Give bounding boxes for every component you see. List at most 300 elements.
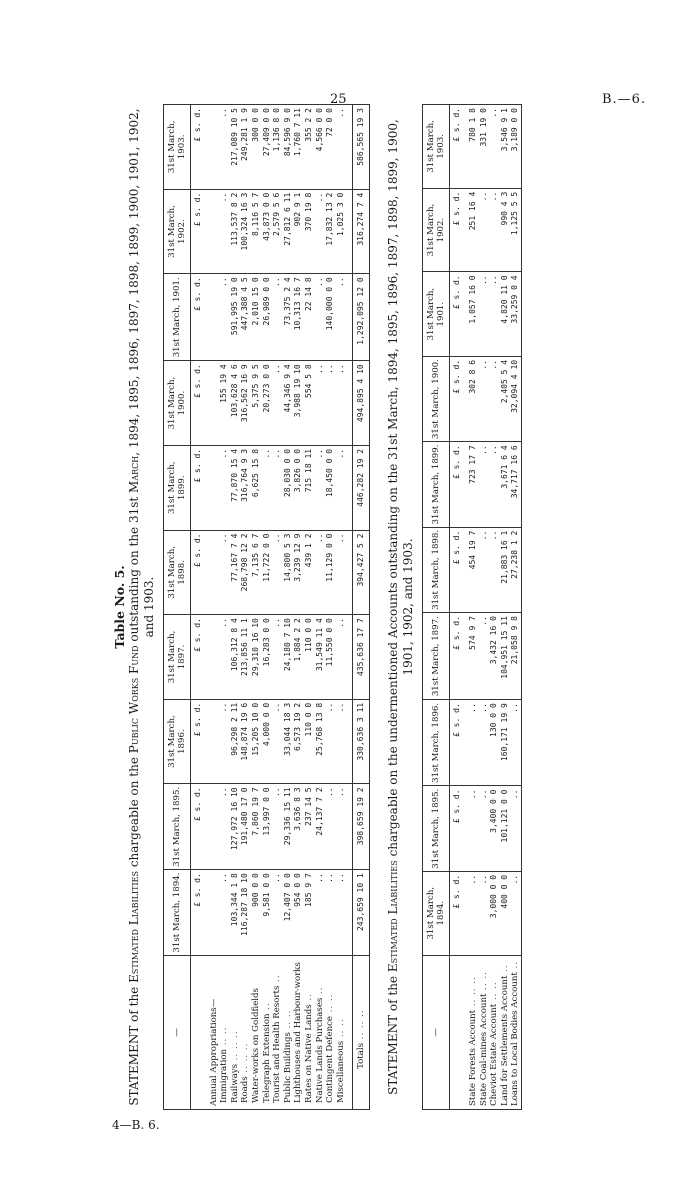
column-header: 31st March, 1901.: [423, 272, 450, 357]
units-row: [191, 105, 206, 1110]
table-row: [336, 105, 347, 1110]
units-cell: £ s. d.: [191, 699, 206, 784]
row-label: [510, 955, 521, 1109]
value-cell: ..: [479, 613, 490, 700]
value-cell: 3,546 9 1: [500, 105, 511, 189]
value-cell: ..: [325, 870, 336, 956]
column-header: 31st March, 1903.: [423, 105, 450, 189]
table2-caption: [386, 102, 416, 1112]
column-header: 31st March, 1895.: [164, 784, 191, 870]
value-cell: 21,883 16 1: [500, 527, 511, 612]
empty-cell: [206, 361, 220, 446]
table1-label: Table No. 5.: [112, 565, 127, 649]
leader-dots: ..: [499, 964, 510, 976]
value-cell: ..: [479, 356, 490, 441]
value-cell: 2,010 15 0: [251, 274, 262, 361]
column-header: 31st March, 1902.: [164, 189, 191, 274]
value-cell: 130 0 0: [489, 700, 500, 786]
table-row: [304, 105, 315, 1110]
row-label-text: Telegraph Extension: [261, 1013, 272, 1103]
column-header: 31st March, 1896.: [164, 699, 191, 784]
value-cell: 9,581 0 0: [262, 870, 273, 956]
row-label: [240, 956, 251, 1110]
value-cell: 27,812 6 11: [283, 189, 294, 274]
value-cell: 103,628 4 6: [230, 361, 241, 446]
table-row: [219, 105, 230, 1110]
value-cell: ..: [336, 361, 347, 446]
value-cell: 21,058 9 8: [510, 613, 521, 700]
value-cell: 96,298 2 11: [230, 699, 241, 784]
value-cell: 17,832 13 2: [325, 189, 336, 274]
value-cell: ..: [336, 105, 347, 190]
column-header: 31st March, 1894.: [423, 871, 450, 955]
value-cell: 31,549 11 4: [315, 615, 326, 700]
totals-label: [352, 956, 370, 1110]
value-cell: 3,432 16 0: [489, 613, 500, 700]
caption-part: , 1894, 1895, 1896, 1897, 1898, 1899, 1900, 1901, 1902, and 1903.: [127, 108, 156, 638]
value-cell: ..: [325, 699, 336, 784]
leader-dots: .. .. ..: [468, 976, 478, 1010]
value-cell: 43,873 0 0: [262, 189, 273, 274]
units-cell: £ s. d.: [450, 786, 465, 871]
table-row: [315, 105, 326, 1110]
table-row: [325, 105, 336, 1110]
value-cell: ..: [489, 442, 500, 527]
value-cell: 27,409 0 0: [262, 105, 273, 190]
value-cell: 6,625 15 8: [251, 445, 262, 530]
value-cell: 7,860 19 7: [251, 784, 262, 870]
value-cell: 316,764 9 3: [240, 445, 251, 530]
units-cell: £ s. d.: [191, 870, 206, 956]
column-header: 31st March, 1900.: [164, 361, 191, 446]
value-cell: ..: [489, 188, 500, 272]
value-cell: 300 0 0: [251, 105, 262, 190]
table-row: [500, 105, 511, 1110]
value-cell: 302 8 6: [465, 356, 479, 441]
value-cell: ..: [219, 445, 230, 530]
column-header: 31st March, 1897.: [164, 615, 191, 700]
table-row: [272, 105, 283, 1110]
table-row: [293, 105, 304, 1110]
units-cell: £ s. d.: [450, 700, 465, 786]
value-cell: ..: [489, 105, 500, 189]
page-footer: 4—B. 6.: [112, 1118, 160, 1132]
units-cell: £ s. d.: [450, 527, 465, 612]
value-cell: 715 18 11: [304, 445, 315, 530]
value-cell: 103,344 1 8: [230, 870, 241, 956]
table-row: [465, 105, 479, 1110]
value-cell: 84,596 9 0: [283, 105, 294, 190]
row-label-text: Native Lands Purchases: [314, 997, 325, 1103]
value-cell: 29,310 16 10: [251, 615, 262, 700]
value-cell: 2,579 5 6: [272, 189, 283, 274]
value-cell: 3,826 0 0: [293, 445, 304, 530]
totals-label-text: Totals: [355, 1043, 366, 1069]
value-cell: 3,400 0 0: [489, 786, 500, 871]
value-cell: ..: [336, 530, 347, 615]
table-row: [240, 105, 251, 1110]
column-header: 31st March, 1901.: [164, 274, 191, 361]
value-cell: ..: [219, 870, 230, 956]
caption-part: STATEMENT of the: [127, 982, 141, 1106]
leader-dots: .. .. ..: [240, 1042, 251, 1077]
value-cell: ..: [219, 274, 230, 361]
value-cell: 110 0 0: [304, 615, 315, 700]
corner-header: —: [423, 955, 450, 1109]
row-label: [251, 956, 262, 1110]
caption-part: Public Works Fund: [127, 645, 141, 754]
value-cell: 439 1 2: [304, 530, 315, 615]
row-label-text: Land for Settlements Account: [499, 975, 510, 1106]
row-label: [272, 956, 283, 1110]
value-cell: 22 14 8: [304, 274, 315, 361]
value-cell: 18,450 0 0: [325, 445, 336, 530]
value-cell: ..: [219, 615, 230, 700]
empty-cell: [206, 530, 220, 615]
value-cell: ..: [315, 274, 326, 361]
column-header: 31st March, 1899.: [164, 445, 191, 530]
value-cell: 11,722 0 0: [262, 530, 273, 615]
caption-part: chargeable on the: [127, 753, 141, 871]
caption-part: chargeable on the undermentioned Accounts outstanding on the 31st March, 1894, 1895, 1896, 1897, 1898, 1899, 1900, 1901, 1902, and 1903.: [386, 119, 416, 861]
row-label: [293, 956, 304, 1110]
column-header: 31st March, 1903.: [164, 105, 191, 190]
value-cell: ..: [272, 530, 283, 615]
row-label: [219, 956, 230, 1110]
empty-cell: [206, 105, 220, 190]
row-label-text: Tourist and Health Resorts: [272, 985, 283, 1103]
value-cell: 6,573 19 2: [293, 699, 304, 784]
value-cell: ..: [272, 870, 283, 956]
table-row: [510, 105, 521, 1110]
rotated-content: [112, 102, 692, 1112]
value-cell: 1,760 7 11: [293, 105, 304, 190]
value-cell: 44,346 9 4: [283, 361, 294, 446]
value-cell: 27,238 1 2: [510, 527, 521, 612]
value-cell: 110 0 0: [304, 699, 315, 784]
value-cell: ..: [479, 188, 490, 272]
table-row: [479, 105, 490, 1110]
total-cell: 435,636 17 7: [352, 615, 370, 700]
units-blank: [450, 955, 465, 1109]
value-cell: ..: [465, 786, 479, 871]
empty-cell: [206, 445, 220, 530]
empty-cell: [206, 189, 220, 274]
value-cell: ..: [479, 527, 490, 612]
leader-dots: .. ..: [478, 971, 489, 994]
value-cell: 77,167 7 4: [230, 530, 241, 615]
value-cell: ..: [510, 786, 521, 871]
value-cell: 101,121 0 0: [500, 786, 511, 871]
leader-dots: ..: [261, 1002, 272, 1014]
value-cell: 3,988 19 10: [293, 361, 304, 446]
units-cell: £ s. d.: [191, 445, 206, 530]
row-label-text: Public Buildings: [282, 1032, 293, 1103]
public-works-liabilities-table: [163, 104, 370, 1110]
total-cell: 494,895 4 10: [352, 361, 370, 446]
value-cell: 11,550 0 0: [325, 615, 336, 700]
total-cell: 1,292,095 12 0: [352, 274, 370, 361]
row-label-text: Roads: [240, 1076, 251, 1103]
value-cell: ..: [272, 615, 283, 700]
value-cell: ..: [336, 699, 347, 784]
value-cell: 2,405 5 4: [500, 356, 511, 441]
units-cell: £ s. d.: [450, 272, 465, 357]
value-cell: ..: [489, 272, 500, 357]
value-cell: 155 19 4: [219, 361, 230, 446]
units-cell: £ s. d.: [450, 871, 465, 955]
row-label: [479, 955, 490, 1109]
value-cell: 780 1 8: [465, 105, 479, 189]
row-label-text: Cheviot Estate Account: [489, 1003, 500, 1106]
column-header: 31st March, 1898.: [423, 527, 450, 612]
value-cell: 26,989 0 0: [262, 274, 273, 361]
value-cell: ..: [315, 361, 326, 446]
empty-cell: [206, 274, 220, 361]
leader-dots: .. ..: [489, 981, 500, 1004]
row-label: [315, 956, 326, 1110]
table1-caption: [112, 102, 157, 1112]
value-cell: 1,136 8 0: [272, 105, 283, 190]
total-cell: 398,659 19 2: [352, 784, 370, 870]
units-cell: £ s. d.: [191, 105, 206, 190]
value-cell: ..: [489, 527, 500, 612]
leader-dots: ..: [510, 960, 521, 973]
row-label: [325, 956, 336, 1110]
value-cell: 4,820 11 0: [500, 272, 511, 357]
value-cell: 574 9 7: [465, 613, 479, 700]
row-label-text: State Forests Account: [468, 1009, 478, 1106]
value-cell: ..: [325, 361, 336, 446]
total-cell: 316,274 7 4: [352, 189, 370, 274]
value-cell: ..: [479, 442, 490, 527]
row-label-text: Rates on Native Lands: [303, 1004, 314, 1103]
column-header: 31st March, 1897.: [423, 613, 450, 700]
value-cell: 213,856 11 1: [240, 615, 251, 700]
table-row: [262, 105, 273, 1110]
value-cell: ..: [219, 699, 230, 784]
value-cell: ..: [336, 445, 347, 530]
value-cell: 3,636 8 3: [293, 784, 304, 870]
caption-part: outstanding on the 31st: [127, 492, 141, 646]
value-cell: 251 16 4: [465, 188, 479, 272]
value-cell: 370 19 8: [304, 189, 315, 274]
row-label-text: Railways: [229, 1063, 240, 1103]
total-cell: 394,427 5 2: [352, 530, 370, 615]
header-row: [164, 105, 191, 1110]
page-number: 25: [330, 92, 347, 107]
corner-header: —: [164, 956, 191, 1110]
section-heading: Annual Appropriations—: [206, 956, 220, 1110]
value-cell: ..: [336, 615, 347, 700]
units-cell: £ s. d.: [450, 442, 465, 527]
value-cell: 32,094 4 10: [510, 356, 521, 441]
units-cell: £ s. d.: [450, 356, 465, 441]
row-label-text: Contingent Defence: [325, 1015, 336, 1103]
totals-row: [352, 105, 370, 1110]
value-cell: ..: [315, 870, 326, 956]
table-row: [251, 105, 262, 1110]
value-cell: 34,717 16 6: [510, 442, 521, 527]
value-cell: 72 0 0: [325, 105, 336, 190]
value-cell: 148,874 19 6: [240, 699, 251, 784]
units-cell: £ s. d.: [450, 613, 465, 700]
row-label-text: Lighthouses and Harbour-works: [293, 962, 304, 1103]
value-cell: 990 4 3: [500, 188, 511, 272]
value-cell: 104,951 15 11: [500, 613, 511, 700]
value-cell: 5,375 9 5: [251, 361, 262, 446]
value-cell: ..: [262, 445, 273, 530]
table-row: [489, 105, 500, 1110]
value-cell: 20,273 0 0: [262, 361, 273, 446]
value-cell: ..: [336, 274, 347, 361]
empty-cell: [206, 699, 220, 784]
units-cell: £ s. d.: [191, 784, 206, 870]
value-cell: ..: [479, 272, 490, 357]
units-cell: £ s. d.: [450, 105, 465, 189]
leader-dots: .. ..: [219, 1026, 230, 1049]
value-cell: ..: [219, 189, 230, 274]
value-cell: 116,287 18 10: [240, 870, 251, 956]
value-cell: ..: [315, 530, 326, 615]
value-cell: 160,171 19 9: [500, 700, 511, 786]
leader-dots: .. ..: [335, 1018, 346, 1041]
table-row: [230, 105, 241, 1110]
value-cell: 237 14 5: [304, 784, 315, 870]
units-cell: £ s. d.: [191, 274, 206, 361]
value-cell: 106,312 8 4: [230, 615, 241, 700]
value-cell: 8,116 5 7: [251, 189, 262, 274]
column-header: 31st March, 1900.: [423, 356, 450, 441]
value-cell: ..: [465, 871, 479, 955]
value-cell: 16,283 0 0: [262, 615, 273, 700]
caption-part: Estimated Liabilities: [127, 871, 141, 983]
value-cell: 14,800 5 3: [283, 530, 294, 615]
value-cell: 185 9 7: [304, 870, 315, 956]
value-cell: ..: [219, 784, 230, 870]
value-cell: 355 2 2: [304, 105, 315, 190]
value-cell: 33,044 18 3: [283, 699, 294, 784]
leader-dots: .. .. ..: [355, 1009, 366, 1044]
caption-part: Estimated Liabilities: [386, 860, 401, 973]
units-cell: £ s. d.: [191, 530, 206, 615]
value-cell: 24,180 7 10: [283, 615, 294, 700]
column-header: 31st March, 1902.: [423, 188, 450, 272]
row-label: [489, 955, 500, 1109]
total-cell: 586,565 19 3: [352, 105, 370, 190]
value-cell: 25,768 13 8: [315, 699, 326, 784]
value-cell: ..: [465, 700, 479, 786]
column-header: 31st March, 1899.: [423, 442, 450, 527]
value-cell: 15,205 10 0: [251, 699, 262, 784]
value-cell: 13,997 0 0: [262, 784, 273, 870]
leader-dots: .. ..: [282, 1009, 293, 1033]
value-cell: 113,537 8 2: [230, 189, 241, 274]
value-cell: 10,313 16 7: [293, 274, 304, 361]
table1-caption-text: [127, 102, 157, 1112]
value-cell: 591,995 19 0: [230, 274, 241, 361]
row-label-text: Miscellaneous: [335, 1040, 346, 1103]
value-cell: ..: [219, 105, 230, 190]
value-cell: 4,000 0 0: [262, 699, 273, 784]
value-cell: 100,324 16 3: [240, 189, 251, 274]
value-cell: 268,798 12 2: [240, 530, 251, 615]
value-cell: 3,239 12 9: [293, 530, 304, 615]
value-cell: 249,281 1 9: [240, 105, 251, 190]
value-cell: 316,562 16 9: [240, 361, 251, 446]
units-cell: £ s. d.: [191, 615, 206, 700]
row-label: [304, 956, 315, 1110]
row-label-text: Immigration: [219, 1048, 230, 1103]
units-blank: [191, 956, 206, 1110]
units-cell: £ s. d.: [450, 188, 465, 272]
value-cell: ..: [489, 356, 500, 441]
value-cell: ..: [479, 700, 490, 786]
leader-dots: .. ..: [325, 993, 336, 1016]
value-cell: 1,125 5 5: [510, 188, 521, 272]
value-cell: 140,000 0 0: [325, 274, 336, 361]
total-cell: 330,636 3 11: [352, 699, 370, 784]
row-label-text: Loans to Local Bodies Account: [510, 972, 521, 1106]
value-cell: 217,089 10 5: [230, 105, 241, 190]
value-cell: 73,375 2 4: [283, 274, 294, 361]
header-row: [423, 105, 450, 1110]
row-label-text: State Coal-mines Account: [478, 993, 489, 1106]
units-row: [450, 105, 465, 1110]
value-cell: ..: [315, 445, 326, 530]
value-cell: ..: [272, 274, 283, 361]
value-cell: ..: [272, 699, 283, 784]
value-cell: ..: [479, 786, 490, 871]
value-cell: 400 0 0: [500, 871, 511, 955]
value-cell: ..: [479, 871, 490, 955]
value-cell: 900 0 0: [251, 870, 262, 956]
value-cell: ..: [272, 445, 283, 530]
column-header: 31st March, 1895.: [423, 786, 450, 871]
row-label-text: Water-works on Goldfields: [250, 988, 261, 1103]
value-cell: ..: [510, 871, 521, 955]
value-cell: ..: [219, 530, 230, 615]
row-label: [262, 956, 273, 1110]
leader-dots: ..: [314, 986, 325, 998]
value-cell: 29,336 15 11: [283, 784, 294, 870]
empty-cell: [206, 615, 220, 700]
value-cell: 723 17 7: [465, 442, 479, 527]
value-cell: 7,135 6 7: [251, 530, 262, 615]
accounts-liabilities-table: [422, 104, 522, 1110]
value-cell: 454 19 7: [465, 527, 479, 612]
value-cell: ..: [336, 870, 347, 956]
column-header: 31st March, 1896.: [423, 700, 450, 786]
value-cell: 554 5 8: [304, 361, 315, 446]
column-header: 31st March, 1894.: [164, 870, 191, 956]
value-cell: 447,388 4 5: [240, 274, 251, 361]
value-cell: ..: [325, 784, 336, 870]
value-cell: 127,972 16 10: [230, 784, 241, 870]
value-cell: 1,025 3 0: [336, 189, 347, 274]
value-cell: ..: [336, 784, 347, 870]
value-cell: 1,057 16 0: [465, 272, 479, 357]
total-cell: 243,659 10 1: [352, 870, 370, 956]
row-label: [230, 956, 241, 1110]
leader-dots: .. .. ..: [229, 1030, 240, 1064]
page-reference: B.—6.: [602, 92, 647, 107]
value-cell: 11,129 0 0: [325, 530, 336, 615]
column-header: 31st March, 1898.: [164, 530, 191, 615]
row-label: [465, 955, 479, 1109]
value-cell: 28,030 0 0: [283, 445, 294, 530]
section-heading-row: [206, 105, 220, 1110]
